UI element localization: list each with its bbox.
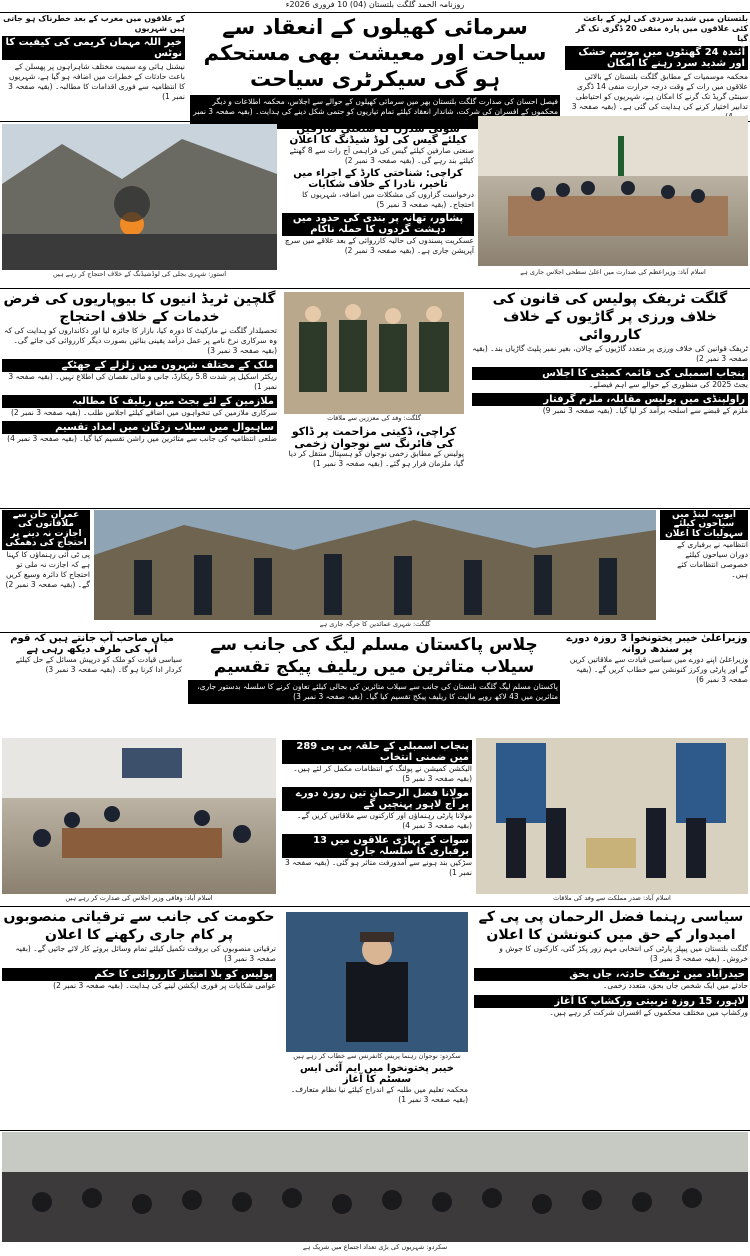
- story-headline: میاں صاحب آپ جانتے ہیں کہ قوم آپ کی طرف دیکھ رہی ہے: [10, 633, 174, 655]
- story-body: نیشنل ہائی وے سمیت مختلف شاہراہوں پر پھسلن کے باعث حادثات کے خطرات میں اضافہ ہو گیا ہے، شہریوں کا انتظامیہ سے فوری اقدامات کا مطالبہ۔ (بقیہ صفحہ 3 نمبر 1): [8, 62, 185, 101]
- gathering-photo: [2, 1132, 748, 1242]
- row3-right: [472, 290, 748, 506]
- story-body: محکمہ موسمیات کے مطابق گلگت بلتستان کے بالائی علاقوں میں رات کے وقت درجہ حرارت منفی 14 ڈگری سینٹی گریڈ تک گرنے کا امکان ہے، شہریوں کو احتیاطی تدابیر اختیار کرنے کی ہدایت کی گئی ہے۔ (بقیہ صفحہ 3: [571, 72, 748, 111]
- row5-right: [566, 634, 748, 734]
- photo-caption: اسلام آباد: وزیراعظم کی صدارت میں اعلیٰ سطحی اجلاس جاری ہے: [520, 268, 706, 276]
- photo-caption: گلگت: شہری عمائدین کا جرگہ جاری ہے: [319, 620, 431, 628]
- row3-left: [2, 290, 277, 506]
- story-subhead: پولیس کو بلا امتیاز کارروائی کا حکم: [2, 968, 276, 981]
- story-headline: حکومت کی جانب سے ترقیاتی منصوبوں پر کام جاری رکھنے کا اعلان: [3, 909, 275, 943]
- story-subhead: ساہیوال میں سیلاب زدگان میں امداد تقسیم: [2, 421, 277, 434]
- story-body: درخواست گزاروں کی مشکلات میں اضافہ، شہریوں کا احتجاج۔ (بقیہ صفحہ 3 نمبر 5): [302, 190, 474, 210]
- row7-right: [474, 908, 748, 1128]
- story-body: ٹریفک قوانین کی خلاف ورزی پر متعدد گاڑیوں کے چالان، بغیر نمبر پلیٹ گاڑیاں بند۔ (بقیہ صفحہ 3 نمبر 2): [472, 344, 748, 363]
- story-body: حادثے میں ایک شخص جاں بحق، متعدد زخمی۔: [602, 981, 748, 990]
- divider: [0, 508, 750, 509]
- story-headline: کراچی، ڈکیتی مزاحمت پر ڈاکو کی فائرنگ سے نوجوان زخمی: [291, 425, 457, 450]
- story-body: سیاسی قیادت کو ملک کو درپیش مسائل کے حل کیلئے کردار ادا کرنا ہو گا۔ (بقیہ صفحہ 3 نمبر 3): [15, 655, 182, 674]
- lead-story: [190, 14, 560, 120]
- photo-caption: اسلام آباد: وفاقی وزیر اجلاس کی صدارت کر رہے ہیں: [65, 894, 213, 902]
- story-body: بجٹ 2025 کی منظوری کے حوالے سے اہم فیصلے۔: [588, 380, 748, 389]
- protest-photo: [2, 124, 277, 270]
- story-subhead: حیدرآباد میں ٹریفک حادثہ، جاں بحق: [474, 968, 748, 981]
- story-body: ضلعی انتظامیہ کی جانب سے متاثرین میں راشن تقسیم کیا گیا۔ (بقیہ صفحہ 3 نمبر 4): [7, 434, 277, 443]
- story-headline: ایوبیہ لینڈ میں سیاحوں کیلئے سہولیات کا اعلان: [660, 510, 748, 540]
- photo-caption: سکردو: شہریوں کی بڑی تعداد اجتماع میں شریک ہے: [302, 1243, 448, 1251]
- row7-mid-story: [286, 1064, 468, 1128]
- row3-mid-story: [284, 426, 464, 506]
- story-headline: وزیراعلیٰ خیبر پختونخوا 3 روزہ دورے پر سندھ روانہ: [566, 633, 748, 655]
- row5-lead: [188, 634, 560, 734]
- group-photo: [284, 292, 464, 414]
- presidential-photo: [476, 738, 748, 894]
- story-body: پولیس کے مطابق زخمی نوجوان کو ہسپتال منتقل کر دیا گیا، ملزمان فرار ہو گئے۔ (بقیہ صفحہ 3 نمبر 1): [288, 449, 464, 469]
- story-subhead: خیر اللہ مہمان کریمی کی کیفیت کا نوٹس: [2, 36, 185, 60]
- row6-mid: [282, 740, 472, 902]
- story-headline: کراچی: شناختی کارڈ کے اجراء میں تاخیر، نادرا کے خلاف شکایات: [293, 168, 463, 190]
- story-subhead: پنجاب اسمبلی کی قائمہ کمیٹی کا اجلاس: [472, 367, 748, 380]
- jirga-photo: [94, 510, 656, 620]
- story-body: مولانا پارٹی رہنماؤں اور کارکنوں سے ملاقاتیں کریں گے۔ (بقیہ صفحہ 3 نمبر 4): [297, 811, 472, 830]
- story-subhead: ملک کے مختلف شہروں میں زلزلے کے جھٹکے: [2, 359, 277, 372]
- story-subhead: لاہور، 15 روزہ تربیتی ورکشاپ کا آغاز: [474, 995, 748, 1008]
- story-body: عوامی شکایات پر فوری ایکشن لینے کی ہدایت۔ (بقیہ صفحہ 3 نمبر 2): [53, 981, 276, 990]
- story-subhead: راولپنڈی میں پولیس مقابلہ، ملزم گرفتار: [472, 393, 748, 406]
- photo-caption: سکردو: نوجوان رہنما پریس کانفرنس سے خطاب کر رہے ہیں: [293, 1052, 461, 1060]
- story-body: ترقیاتی منصوبوں کی بروقت تکمیل کیلئے تمام وسائل بروئے کار لائے جائیں گے۔ (بقیہ صفحہ 3 نمبر 3): [15, 944, 276, 963]
- row5-left: [2, 634, 182, 734]
- story-subhead: پنجاب اسمبلی کے حلقہ پی پی 289 میں ضمنی انتخاب: [282, 740, 472, 764]
- mid-column: [282, 124, 474, 286]
- story-body: صنعتی صارفین کیلئے گیس کی فراہمی آج رات سے 8 گھنٹے کیلئے بند رہے گی۔ (بقیہ صفحہ 3 نمبر 2): [289, 146, 474, 166]
- story-headline: سوئی سدرن کا صنعتی صارفین کیلئے گیس کی لوڈ شیڈنگ کا اعلان: [289, 123, 467, 147]
- row4-left: [2, 510, 90, 622]
- story-body: الیکشن کمیشن نے پولنگ کے انتظامات مکمل کر لئے ہیں۔ (بقیہ صفحہ 3 نمبر 5): [293, 764, 472, 783]
- top-left-story: [2, 14, 185, 120]
- story-body: ملزم کے قبضے سے اسلحہ برآمد کر لیا گیا۔ (بقیہ صفحہ 3 نمبر 9): [542, 406, 748, 415]
- row4-right: [660, 510, 748, 622]
- row7-left: [2, 908, 276, 1128]
- story-headline: پشاور، تھانہ پر بندی کی حدود میں دہشت گردوں کا حملہ ناکام: [282, 213, 474, 236]
- photo-caption: اسلام آباد: صدر مملکت سے وفد کی ملاقات: [553, 894, 671, 902]
- story-body: گلگت بلتستان میں پیپلز پارٹی کی انتخابی مہم زور پکڑ گئی، کارکنوں کا جوش و خروش۔ (بقیہ صفحہ 3 نمبر 3): [499, 944, 748, 963]
- story-intro: کے علاقوں میں مغرب کے بعد خطرناک ہو جاتی ہیں شہریوں: [3, 14, 185, 33]
- story-subhead: مولانا فضل الرحمان تین روزہ دورے پر آج لاہور پہنچیں گے: [282, 787, 472, 811]
- story-intro: بلتستان میں شدید سردی کی لہر کے باعث کئی علاقوں میں پارہ منفی 20 ڈگری تک گر گیا: [575, 14, 748, 43]
- story-headline: سیاسی رہنما فضل الرحمان پی پی کے امیدوار کے حق میں کنونشن کا اعلان: [478, 909, 744, 943]
- lead-body: پاکستان مسلم لیگ گلگت بلتستان کی جانب سے سیلاب متاثرین کی بحالی کیلئے تعاون کرنے کا سلسلہ بدستور جاری، متاثرین میں 43 لاکھ روپے مالیت کا ریلیف پیکج تقسیم کیا گیا۔ (بقیہ صفحہ 3 نمبر 3): [188, 680, 560, 704]
- story-headline: گلچین ٹریڈ انیوں کا بیوپاریوں کی فرض خدمات کے خلاف احتجاج: [3, 291, 276, 325]
- top-right-story: [565, 14, 748, 120]
- story-headline: گلگت ٹریفک پولیس کی قانون کی خلاف ورزی پر گاڑیوں کے خلاف کارروائی: [492, 291, 728, 343]
- story-body: ریکٹر اسکیل پر شدت 5.8 ریکارڈ، جانی و مالی نقصان کی اطلاع نہیں۔ (بقیہ صفحہ 3 نمبر 1): [8, 372, 277, 391]
- story-subhead: آئندہ 24 گھنٹوں میں موسم خشک اور شدید سرد رہنے کا امکان: [565, 46, 748, 70]
- conference-photo: [2, 738, 276, 894]
- lead-headline: سرمائی کھیلوں کے انعقاد سے سیاحت اور معیشت بھی مستحکم ہو گی سیکرٹری سیاحت: [203, 15, 547, 91]
- lead-headline: چلاس پاکستان مسلم لیگ کی جانب سے سیلاب متاثرین میں ریلیف پیکج تقسیم: [210, 635, 538, 677]
- story-headline: عمران خان سے ملاقاتوں کی اجازت نہ دینے پر احتجاج کی دھمکی: [2, 510, 90, 550]
- story-body: ورکشاپ میں مختلف محکموں کے افسران شرکت کر رہے ہیں۔: [549, 1008, 748, 1017]
- story-body: سڑکیں بند ہونے سے آمدورفت متاثر ہو گئی۔ (بقیہ صفحہ 3 نمبر 1): [285, 858, 472, 877]
- story-subhead: ملازمین کے لئے بجٹ میں ریلیف کا مطالبہ: [2, 395, 277, 408]
- photo-caption: استور: شہری بجلی کی لوڈشیڈنگ کے خلاف احتجاج کر رہے ہیں: [52, 270, 227, 278]
- story-body: عسکریت پسندوں کی حالیہ کارروائی کے بعد علاقے میں سرچ آپریشن جاری ہے۔ (بقیہ صفحہ 3 نمبر 2): [284, 236, 474, 256]
- story-body: محکمہ تعلیم میں طلبہ کے اندراج کیلئے نیا نظام متعارف۔ (بقیہ صفحہ 3 نمبر 1): [290, 1085, 468, 1104]
- dateline: روزنامہ الحمد گلگت بلتستان (04) 10 فروری 2026ء: [285, 0, 465, 9]
- divider: [0, 1130, 750, 1131]
- story-body: انتظامیہ نے برفباری کے دوران سیاحوں کیلئے خصوصی انتظامات کئے ہیں۔: [677, 540, 748, 580]
- divider: [0, 906, 750, 907]
- photo-caption: گلگت: وفد کی معززین سے ملاقات: [327, 414, 421, 422]
- meeting-photo: [478, 116, 748, 266]
- story-body: تحصیلدار گلگت نے مارکیٹ کا دورہ کیا، بازار کا جائزہ لیا اور دکانداروں کو ہدایت کی کہ وہ سرکاری نرخ نامے پر عمل درآمد یقینی بنائیں بصورت دیگر کارروائی کی جائے گی۔ (بقیہ صفحہ 3 نمبر 3): [4, 326, 277, 355]
- divider: [0, 288, 750, 289]
- lead-body: فیصل احسان کی صدارت گلگت بلتستان بھر میں سرمائی کھیلوں کے حوالے سے اجلاس، محکمہ اطلاعات و دیگر محکموں کے افسران کی شرکت، شاندار انعقاد کیلئے تمام تیاریوں کو حتمی شکل دینے کی ہدایت۔ (بقیہ صفحہ 3 نمبر: [190, 95, 560, 129]
- story-headline: خیبر پختونخوا میں ایم آئی ایس سسٹم کا آغاز: [300, 1063, 454, 1085]
- press-conference-photo: [286, 912, 468, 1052]
- story-body: سرکاری ملازمین کی تنخواہوں میں اضافے کیلئے اجلاس طلب۔ (بقیہ صفحہ 3 نمبر 2): [10, 408, 277, 417]
- story-subhead: سوات کے پہاڑی علاقوں میں 13 برفباری کا سلسلہ جاری: [282, 834, 472, 858]
- story-body: وزیراعلیٰ اپنے دورے میں سیاسی قیادت سے ملاقاتیں کریں گے اور پارٹی ورکرز کنونشن سے خطاب کریں گے۔ (بقیہ صفحہ 3 نمبر 6): [569, 655, 748, 684]
- divider: [0, 12, 750, 13]
- story-body: پی ٹی آئی رہنماؤں کا کہنا ہے کہ اجازت نہ ملی تو احتجاج کا دائرہ وسیع کریں گے۔ (بقیہ صفحہ 3 نمبر 2): [5, 549, 90, 589]
